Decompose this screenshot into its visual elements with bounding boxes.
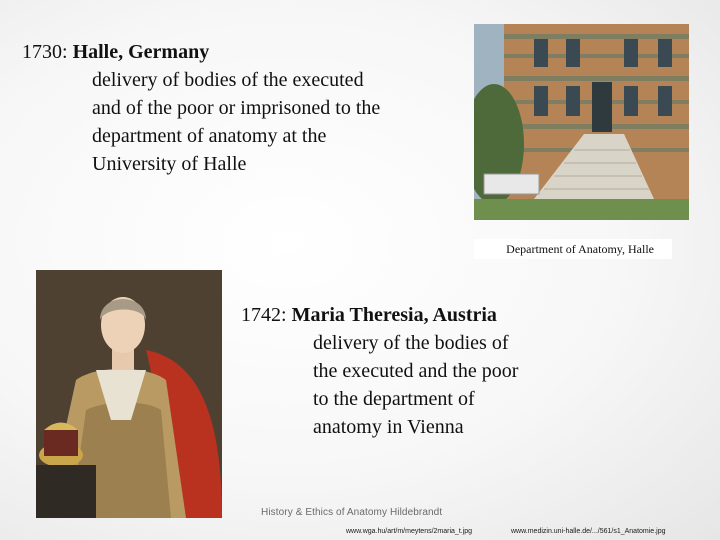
- entry-1742-heading: [241, 301, 581, 329]
- footer-title: History & Ethics of Anatomy Hildebrandt: [261, 507, 443, 518]
- source-url-halle: www.medizin.uni-halle.de/.../561/s1_Anatomie.jpg: [511, 528, 666, 535]
- entry-1730-line: and of the poor or imprisoned to the: [92, 97, 381, 119]
- photo-caption-text: Department of Anatomy, Halle: [506, 242, 654, 256]
- entry-1742-year: 1742:: [241, 304, 287, 326]
- entry-1742-place: Maria Theresia, Austria: [291, 304, 497, 326]
- entry-1742-line: delivery of the bodies of: [313, 332, 509, 354]
- photo-caption: [474, 239, 672, 259]
- entry-1730: [22, 38, 462, 178]
- maria-theresia-portrait: [36, 270, 222, 518]
- entry-1742-line: anatomy in Vienna: [313, 416, 464, 438]
- entry-1730-line: department of anatomy at the: [92, 125, 327, 147]
- entry-1730-line: delivery of bodies of the executed: [92, 69, 364, 91]
- entry-1730-line: University of Halle: [92, 153, 247, 175]
- entry-1730-heading: [22, 38, 462, 66]
- entry-1742-line: to the department of: [313, 388, 475, 410]
- entry-1742-line: the executed and the poor: [313, 360, 519, 382]
- entry-1730-year: 1730:: [22, 41, 68, 63]
- entry-1742: [241, 301, 581, 441]
- source-url-portrait: www.wga.hu/art/m/meytens/2maria_t.jpg: [346, 528, 473, 535]
- entry-1730-place: Halle, Germany: [72, 41, 210, 63]
- anatomy-building-photo: [474, 24, 689, 220]
